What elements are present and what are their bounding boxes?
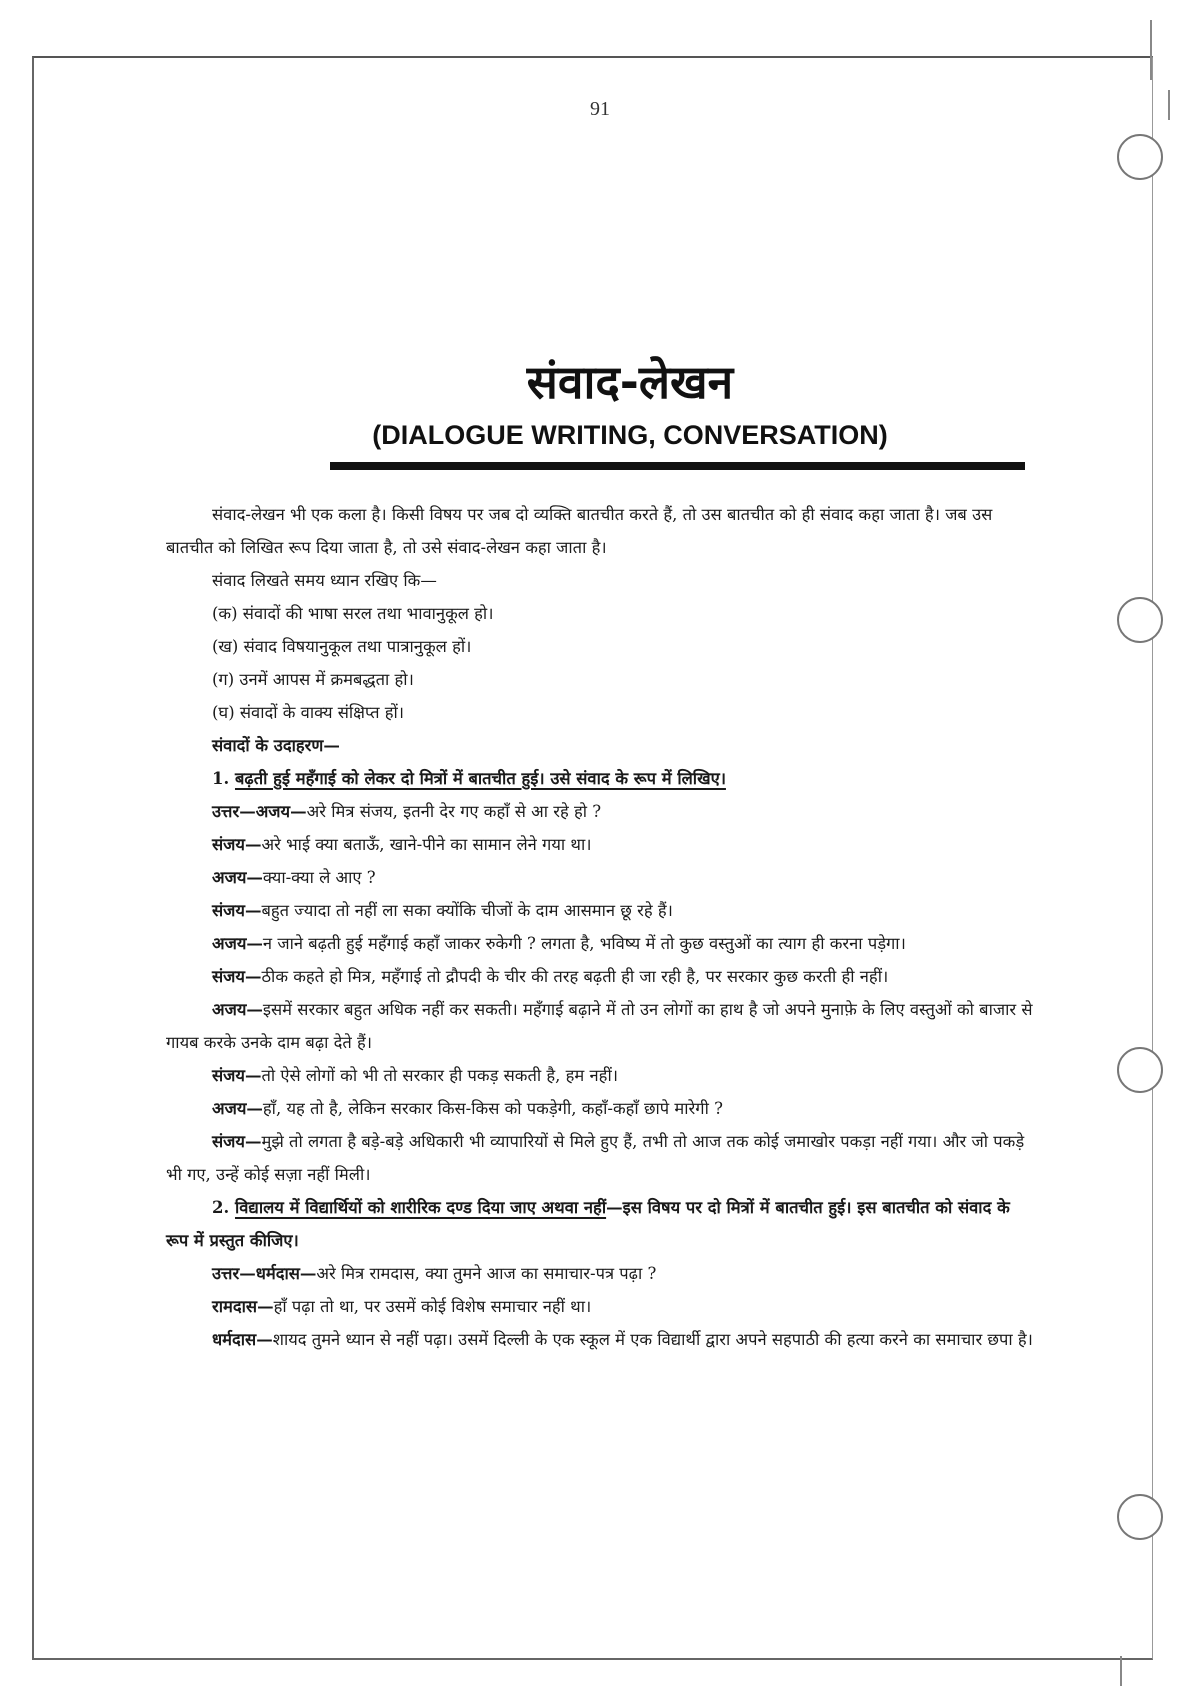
dialogue-line: [166, 861, 1036, 894]
speaker-name: अजय—: [212, 868, 263, 887]
dialogue-text: अरे भाई क्या बताऊँ, खाने-पीने का सामान लेने गया था।: [261, 835, 592, 854]
dialogue-text: मुझे तो लगता है बड़े-बड़े अधिकारी भी व्यापारियों से मिले हुए हैं, तभी तो आज तक कोई जमाखोर पकड़ा नहीं गया। और जो पकड़े भी गए, उन्हें कोई सज़ा नहीं मिली।: [166, 1132, 1025, 1184]
speaker-name: अजय—: [255, 802, 307, 821]
scan-mark: [1150, 20, 1152, 80]
speaker-name: रामदास—: [212, 1297, 274, 1316]
dialogue-text: क्या-क्या ले आए ?: [262, 868, 376, 887]
page-title-english: (DIALOGUE WRITING, CONVERSATION): [372, 420, 888, 450]
dialogue-line: [166, 828, 1036, 861]
dialogue-text: हाँ पढ़ा तो था, पर उसमें कोई विशेष समाचार नहीं था।: [273, 1297, 592, 1316]
speaker-name: संजय—: [212, 1132, 262, 1151]
page-number: 91: [590, 98, 610, 120]
dialogue-line: [166, 894, 1036, 927]
rule-point: (क) संवादों की भाषा सरल तथा भावानुकूल हो।: [212, 604, 494, 623]
speaker-name: अजय—: [212, 1000, 263, 1019]
speaker-name: संजय—: [212, 835, 262, 854]
dialogue-line: [166, 1092, 1036, 1125]
binder-hole: [1117, 1047, 1163, 1093]
dialogue-line: [166, 1257, 1036, 1290]
speaker-name: अजय—: [212, 934, 263, 953]
dialogue-line: [166, 927, 1036, 960]
dialogue-line: [166, 993, 1036, 1059]
example1-question: [166, 762, 1036, 795]
title-rule: [330, 462, 1025, 470]
dialogue-text: ठीक कहते हो मित्र, महँगाई तो द्रौपदी के चीर की तरह बढ़ती ही जा रही है, पर सरकार कुछ करती ही नहीं।: [261, 967, 889, 986]
example2-question: [166, 1191, 1036, 1257]
dialogue-text: हाँ, यह तो है, लेकिन सरकार किस-किस को पकड़ेगी, कहाँ-कहाँ छापे मारेगी ?: [262, 1099, 723, 1118]
dialogue-line: [166, 960, 1036, 993]
page-title-hindi: संवाद-लेखन: [526, 355, 734, 409]
dialogue-text: न जाने बढ़ती हुई महँगाई कहाँ जाकर रुकेगी ? लगता है, भविष्य में तो कुछ वस्तुओं का त्याग ही करना पड़ेगा।: [262, 934, 906, 953]
speaker-name: धर्मदास—: [255, 1264, 317, 1283]
example1-number: 1.: [212, 769, 230, 788]
speaker-name: संजय—: [212, 901, 262, 920]
dialogue-text: तो ऐसे लोगों को भी तो सरकार ही पकड़ सकती है, हम नहीं।: [261, 1066, 618, 1085]
binder-hole: [1117, 597, 1163, 643]
example2-number: 2.: [212, 1198, 230, 1217]
rule-point: (ख) संवाद विषयानुकूल तथा पात्रानुकूल हों।: [212, 637, 472, 656]
dialogue-text: शायद तुमने ध्यान से नहीं पढ़ा। उसमें दिल्ली के एक स्कूल में एक विद्यार्थी द्वारा अपने सहपाठी की हत्या करने का समाचार छपा है।: [272, 1330, 1033, 1349]
speaker-name: संजय—: [212, 967, 262, 986]
speaker-name: धर्मदास—: [212, 1330, 273, 1349]
binder-hole: [1117, 134, 1163, 180]
rule-point: (ग) उनमें आपस में क्रमबद्धता हो।: [212, 670, 414, 689]
dialogue-line: [166, 1125, 1036, 1191]
example1-question-text: बढ़ती हुई महँगाई को लेकर दो मित्रों में बातचीत हुई। उसे संवाद के रूप में लिखिए।: [234, 769, 726, 788]
answer-label: उत्तर—: [212, 1264, 256, 1283]
dialogue-line: [166, 1290, 1036, 1323]
document-body: [166, 498, 1036, 1356]
examples-heading: संवादों के उदाहरण—: [212, 736, 340, 755]
speaker-name: अजय—: [212, 1099, 263, 1118]
example2-question-rest: —इस विषय पर दो मित्रों में बातचीत हुई। इस बातचीत को संवाद के रूप में प्रस्तुत कीजिए।: [166, 1198, 1010, 1250]
example2-question-underlined: विद्यालय में विद्यार्थियों को शारीरिक दण्ड दिया जाए अथवा नहीं: [234, 1198, 607, 1217]
binder-hole: [1117, 1494, 1163, 1540]
dialogue-text: अरे मित्र रामदास, क्या तुमने आज का समाचार-पत्र पढ़ा ?: [316, 1264, 657, 1283]
dialogue-text: इसमें सरकार बहुत अधिक नहीं कर सकती। महँगाई बढ़ाने में तो उन लोगों का हाथ है जो अपने मुनाफ़े के लिए वस्तुओं को बाजार से गायब करके उनके दाम बढ़ा देते हैं।: [166, 1000, 1033, 1052]
speaker-name: संजय—: [212, 1066, 262, 1085]
intro-instruction: संवाद लिखते समय ध्यान रखिए कि—: [212, 571, 437, 590]
scan-mark: [1120, 1656, 1122, 1686]
intro-paragraph: संवाद-लेखन भी एक कला है। किसी विषय पर जब दो व्यक्ति बातचीत करते हैं, तो उस बातचीत को ही संवाद कहा जाता है। जब उस बातचीत को लिखित रूप दिया जाता है, तो उसे संवाद-लेखन कहा जाता है।: [166, 505, 993, 557]
dialogue-line: [166, 1323, 1036, 1356]
dialogue-line: [166, 1059, 1036, 1092]
answer-label: उत्तर—: [212, 802, 256, 821]
dialogue-line: [166, 795, 1036, 828]
rule-point: (घ) संवादों के वाक्य संक्षिप्त हों।: [212, 703, 405, 722]
dialogue-text: बहुत ज्यादा तो नहीं ला सका क्योंकि चीजों के दाम आसमान छू रहे हैं।: [261, 901, 673, 920]
dialogue-text: अरे मित्र संजय, इतनी देर गए कहाँ से आ रहे हो ?: [306, 802, 602, 821]
